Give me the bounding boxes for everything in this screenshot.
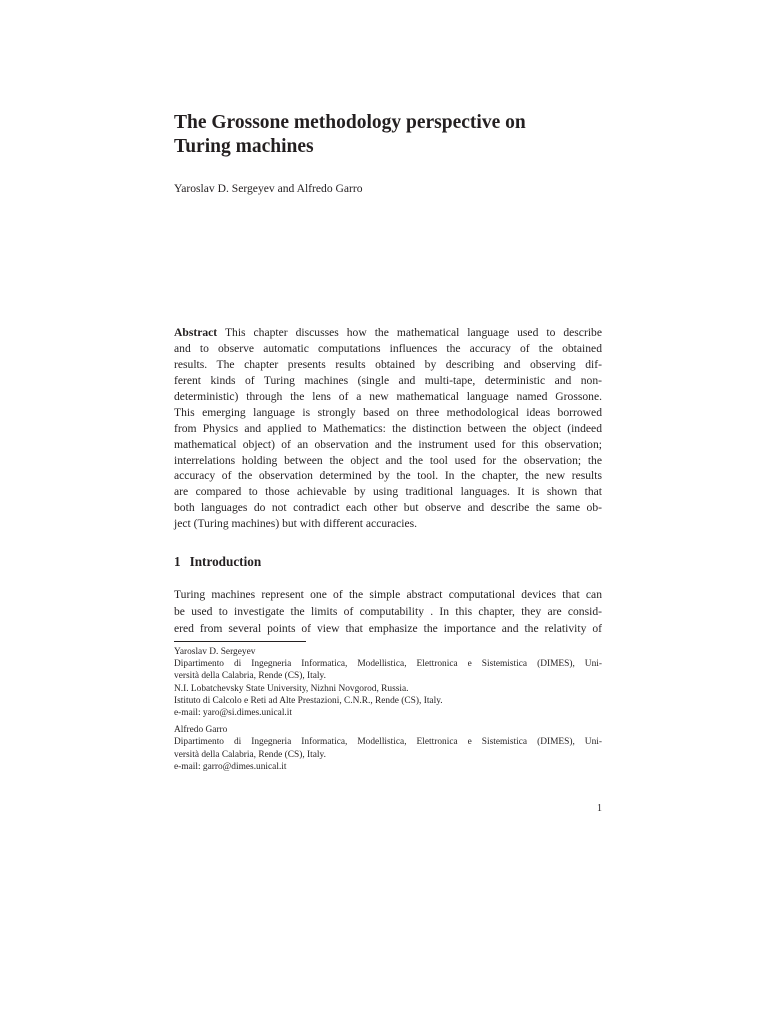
abstract-line: ject (Turing machines) but with different accuracies. [174,517,418,531]
introduction-body [174,586,602,638]
affiliation-line: Yaroslav D. Sergeyev [174,647,256,657]
abstract-line: mathematical object) of an observation and the instrument used for this observation; [174,437,602,451]
title-line: Turing machines [174,136,314,157]
abstract-line: and to observe automatic computations influences the accuracy of the obtained [174,341,602,355]
email-line: e-mail: garro@dimes.unical.it [174,761,287,772]
abstract-text: This chapter discusses how the mathematical language used to describe [224,326,602,339]
affiliation-line: Istituto di Calcolo e Reti ad Alte Prestazioni, C.N.R., Rende (CS), Italy. [174,695,443,706]
abstract-line: are compared to those achievable by using traditional languages. It is shown that [174,485,602,499]
footnote-divider [174,641,306,642]
affiliation-line: N.I. Lobatchevsky State University, Nizhni Novgorod, Russia. [174,683,409,694]
body-line: ered from several points of view that emphasize the importance and the relativity of [174,622,602,636]
abstract-line: from Physics and applied to Mathematics: the distinction between the object (indeed [174,421,602,435]
abstract-line: This emerging language is strongly based on three methodological ideas borrowed [174,405,602,419]
abstract-label: Abstract [174,326,218,339]
title-line: The Grossone methodology perspective on [174,112,526,133]
page-number: 1 [597,803,602,814]
abstract-line: interrelations holding between the object and the tool used for the observation; the [174,453,602,467]
section-number: 1 [174,554,181,569]
body-line: Turing machines represent one of the simple abstract computational devices that can [174,588,602,601]
email-line: e-mail: yaro@si.dimes.unical.it [174,707,292,718]
abstract-line: both languages do not contradict each other but observe and describe the same ob- [174,501,602,515]
abstract-line: deterministic) through the lens of a new mathematical language named Grossone. [174,389,602,403]
paper-title [174,111,604,159]
affiliation-line: Alfredo Garro [174,725,228,736]
section-heading [174,553,261,570]
author-affiliations [174,646,602,778]
abstract-line: accuracy of the observation determined by the tool. In the chapter, the new results [174,469,602,483]
affiliation-line: versità della Calabria, Rende (CS), Italy. [174,671,326,682]
abstract-line: results. The chapter presents results obtained by describing and observing dif- [174,357,602,371]
affiliation-line: Dipartimento di Ingegneria Informatica, Modellistica, Elettronica e Sistemistica (DIMES), Uni- [174,659,602,670]
affiliation-line: versità della Calabria, Rende (CS), Italy. [174,749,326,760]
affiliation-block-sergeyev [174,646,602,719]
abstract-line: ferent kinds of Turing machines (single and multi-tape, deterministic and non- [174,373,602,387]
abstract-line [174,325,602,341]
section-title: Introduction [189,554,262,569]
body-line: be used to investigate the limits of computability . In this chapter, they are consid- [174,605,602,619]
affiliation-line: Dipartimento di Ingegneria Informatica, Modellistica, Elettronica e Sistemistica (DIMES), Uni- [174,737,602,748]
author-list: Yaroslav D. Sergeyev and Alfredo Garro [174,182,363,195]
abstract [174,325,602,532]
affiliation-block-garro [174,724,602,773]
